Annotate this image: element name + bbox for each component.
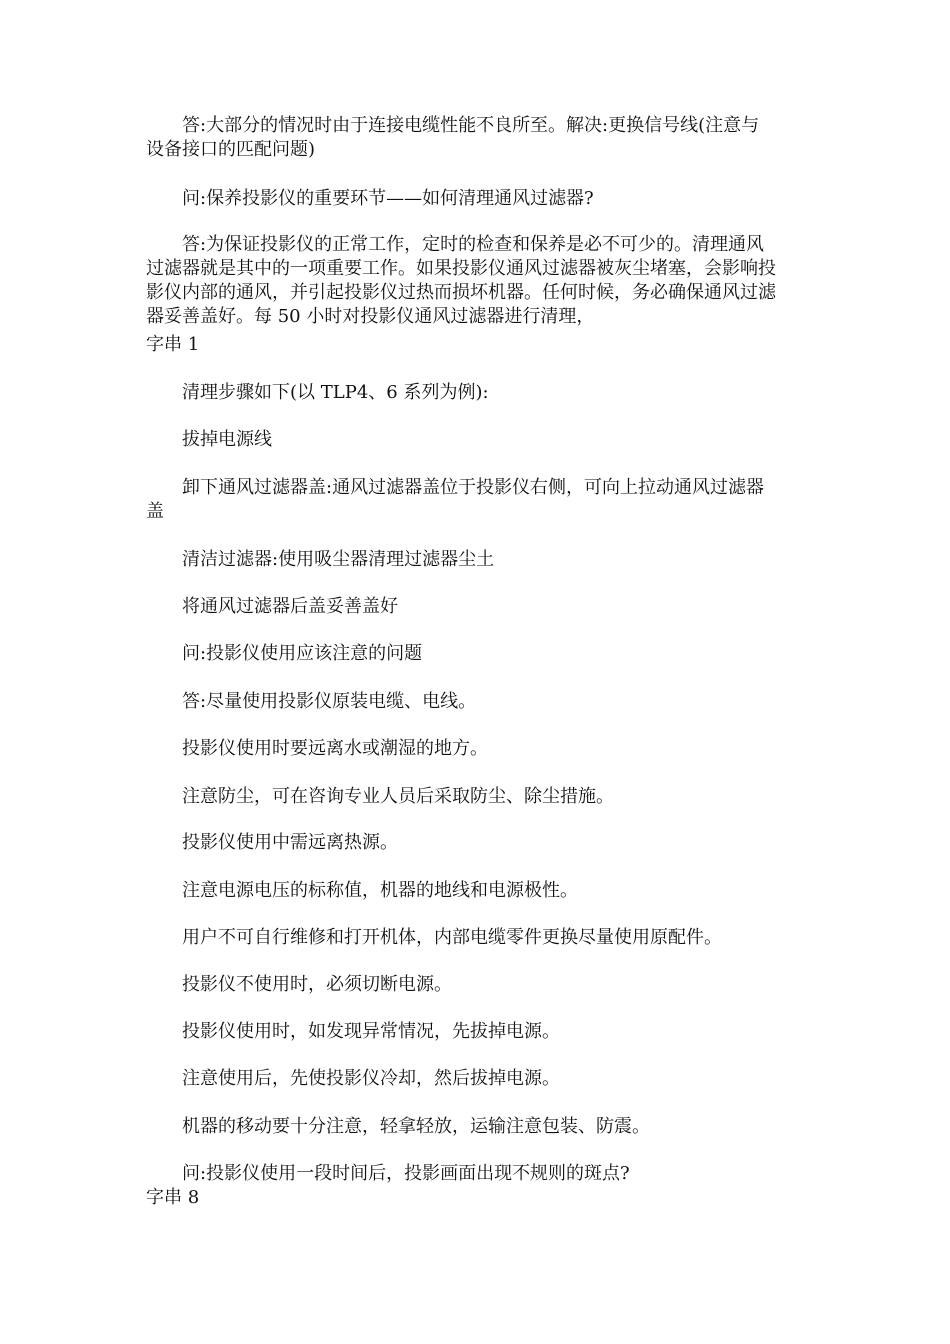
step-replace-cover xyxy=(146,595,812,619)
text-line: 清洁过滤器:使用吸尘器清理过滤器尘土 xyxy=(182,549,495,570)
answer-filter-paragraph xyxy=(146,233,812,329)
text-line: 将通风过滤器后盖妥善盖好 xyxy=(182,596,398,617)
cleaning-steps-intro xyxy=(146,381,812,405)
string-marker-8 xyxy=(146,1186,812,1210)
text-line: 器妥善盖好。每 50 小时对投影仪通风过滤器进行清理， xyxy=(146,306,595,327)
text-line: 答:尽量使用投影仪原装电缆、电线。 xyxy=(182,691,477,712)
question-precautions xyxy=(146,642,812,666)
text-line: 过滤器就是其中的一项重要工作。如果投影仪通风过滤器被灰尘堵塞，会影响投 xyxy=(146,258,776,279)
precaution-4 xyxy=(146,831,812,855)
precaution-7 xyxy=(146,973,812,997)
step-clean-filter xyxy=(146,548,812,572)
text-line: 投影仪使用时要远离水或潮湿的地方。 xyxy=(182,738,488,759)
text-line: 问:投影仪使用一段时间后，投影画面出现不规则的斑点? xyxy=(182,1163,630,1184)
precaution-8 xyxy=(146,1020,812,1044)
precaution-6 xyxy=(146,926,812,950)
text-line: 影仪内部的通风，并引起投影仪过热而损坏机器。任何时候，务必确保通风过滤 xyxy=(146,282,776,303)
text-line: 问:保养投影仪的重要环节——如何清理通风过滤器? xyxy=(182,188,594,209)
text-line: 用户不可自行维修和打开机体，内部电缆零件更换尽量使用原配件。 xyxy=(182,927,722,948)
text-line: 投影仪使用时，如发现异常情况，先拔掉电源。 xyxy=(182,1021,560,1042)
precaution-10 xyxy=(146,1115,812,1139)
text-line: 机器的移动要十分注意，轻拿轻放，运输注意包装、防震。 xyxy=(182,1116,650,1137)
text-line: 答:大部分的情况时由于连接电缆性能不良所至。解决:更换信号线(注意与 xyxy=(182,115,760,136)
text-line: 拔掉电源线 xyxy=(182,429,272,450)
text-line: 字串 1 xyxy=(146,334,200,355)
text-line: 清理步骤如下(以 TLP4、6 系列为例): xyxy=(182,382,489,403)
string-marker-1 xyxy=(146,333,812,357)
step-remove-cover xyxy=(146,476,812,524)
precaution-9 xyxy=(146,1067,812,1091)
question-spots xyxy=(146,1162,812,1186)
precaution-5 xyxy=(146,879,812,903)
question-filter-paragraph xyxy=(146,187,812,211)
text-line: 注意电源电压的标称值，机器的地线和电源极性。 xyxy=(182,880,578,901)
text-line: 投影仪使用中需远离热源。 xyxy=(182,832,398,853)
text-line: 设备接口的匹配问题) xyxy=(146,139,316,160)
text-line: 答:为保证投影仪的正常工作，定时的检查和保养是必不可少的。清理通风 xyxy=(182,234,765,255)
step-unplug xyxy=(146,428,812,452)
answer-precaution-1 xyxy=(146,690,812,714)
text-line: 盖 xyxy=(146,501,164,522)
precaution-2 xyxy=(146,737,812,761)
text-line: 注意防尘，可在咨询专业人员后采取防尘、除尘措施。 xyxy=(182,786,614,807)
text-line: 字串 8 xyxy=(146,1187,200,1208)
text-line: 投影仪不使用时，必须切断电源。 xyxy=(182,974,452,995)
text-line: 卸下通风过滤器盖:通风过滤器盖位于投影仪右侧，可向上拉动通风过滤器 xyxy=(182,477,765,498)
precaution-3 xyxy=(146,785,812,809)
answer-cable-paragraph xyxy=(146,114,812,162)
text-line: 注意使用后，先使投影仪冷却，然后拔掉电源。 xyxy=(182,1068,560,1089)
text-line: 问:投影仪使用应该注意的问题 xyxy=(182,643,423,664)
